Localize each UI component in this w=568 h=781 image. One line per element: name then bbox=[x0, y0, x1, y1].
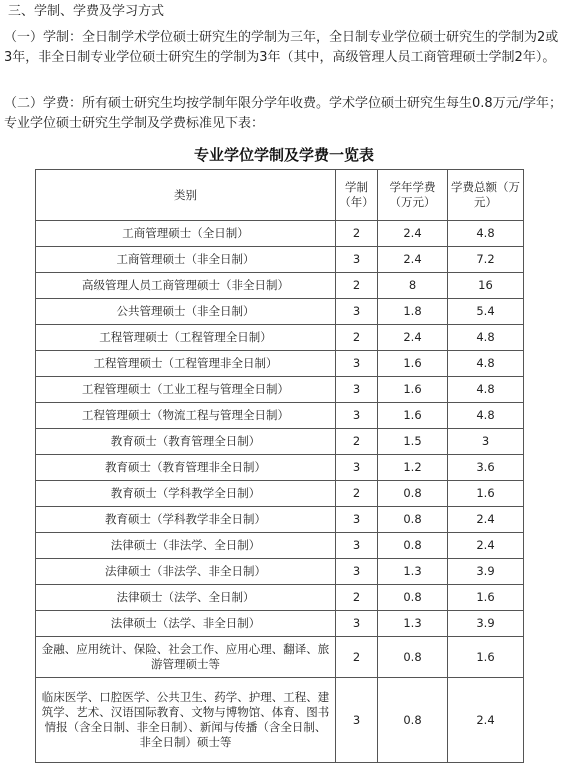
cell-category: 临床医学、口腔医学、公共卫生、药学、护理、工程、建筑学、艺术、汉语国际教育、文物与博物馆、体育、图书情报（含全日制、非全日制）、新闻与传播（含全日制、非全日制）硕士等 bbox=[36, 678, 336, 763]
cell-total-fee: 4.8 bbox=[448, 351, 524, 377]
cell-annual-fee: 0.8 bbox=[378, 533, 448, 559]
cell-annual-fee: 1.5 bbox=[378, 429, 448, 455]
cell-duration: 3 bbox=[336, 678, 378, 763]
cell-annual-fee: 8 bbox=[378, 273, 448, 299]
cell-duration: 3 bbox=[336, 299, 378, 325]
cell-annual-fee: 1.6 bbox=[378, 403, 448, 429]
cell-duration: 3 bbox=[336, 247, 378, 273]
cell-category: 金融、应用统计、保险、社会工作、应用心理、翻译、旅游管理硕士等 bbox=[36, 637, 336, 678]
cell-category: 法律硕士（非法学、非全日制） bbox=[36, 559, 336, 585]
cell-category: 法律硕士（法学、全日制） bbox=[36, 585, 336, 611]
cell-annual-fee: 0.8 bbox=[378, 637, 448, 678]
cell-category: 教育硕士（学科教学非全日制） bbox=[36, 507, 336, 533]
cell-annual-fee: 1.8 bbox=[378, 299, 448, 325]
cell-duration: 2 bbox=[336, 481, 378, 507]
cell-annual-fee: 1.3 bbox=[378, 559, 448, 585]
cell-duration: 3 bbox=[336, 611, 378, 637]
table-body bbox=[36, 221, 524, 763]
table-title: 专业学位学制及学费一览表 bbox=[193, 146, 374, 164]
cell-duration: 3 bbox=[336, 559, 378, 585]
table-row bbox=[36, 611, 524, 637]
cell-category: 公共管理硕士（非全日制） bbox=[36, 299, 336, 325]
tuition-table bbox=[35, 169, 524, 763]
cell-category: 工商管理硕士（非全日制） bbox=[36, 247, 336, 273]
table-row bbox=[36, 559, 524, 585]
cell-annual-fee: 1.6 bbox=[378, 351, 448, 377]
header-total-fee: 学费总额（万元） bbox=[448, 170, 524, 221]
cell-total-fee: 1.6 bbox=[448, 585, 524, 611]
cell-duration: 2 bbox=[336, 221, 378, 247]
cell-category: 工程管理硕士（物流工程与管理全日制） bbox=[36, 403, 336, 429]
table-row bbox=[36, 403, 524, 429]
cell-duration: 2 bbox=[336, 429, 378, 455]
table-header-row bbox=[36, 170, 524, 221]
cell-total-fee: 3 bbox=[448, 429, 524, 455]
cell-category: 工商管理硕士（全日制） bbox=[36, 221, 336, 247]
cell-total-fee: 4.8 bbox=[448, 325, 524, 351]
table-row bbox=[36, 481, 524, 507]
table-row bbox=[36, 678, 524, 763]
cell-duration: 2 bbox=[336, 325, 378, 351]
cell-annual-fee: 2.4 bbox=[378, 221, 448, 247]
cell-total-fee: 2.4 bbox=[448, 533, 524, 559]
cell-total-fee: 4.8 bbox=[448, 221, 524, 247]
cell-annual-fee: 2.4 bbox=[378, 247, 448, 273]
table-row bbox=[36, 273, 524, 299]
cell-category: 工程管理硕士（工业工程与管理全日制） bbox=[36, 377, 336, 403]
cell-annual-fee: 0.8 bbox=[378, 585, 448, 611]
cell-category: 工程管理硕士（工程管理全日制） bbox=[36, 325, 336, 351]
cell-annual-fee: 0.8 bbox=[378, 678, 448, 763]
header-duration: 学制（年） bbox=[336, 170, 378, 221]
cell-annual-fee: 2.4 bbox=[378, 325, 448, 351]
cell-total-fee: 2.4 bbox=[448, 678, 524, 763]
cell-total-fee: 3.9 bbox=[448, 559, 524, 585]
table-row bbox=[36, 637, 524, 678]
cell-duration: 3 bbox=[336, 403, 378, 429]
cell-total-fee: 5.4 bbox=[448, 299, 524, 325]
cell-total-fee: 3.9 bbox=[448, 611, 524, 637]
cell-duration: 3 bbox=[336, 507, 378, 533]
cell-category: 法律硕士（非法学、全日制） bbox=[36, 533, 336, 559]
cell-duration: 3 bbox=[336, 455, 378, 481]
table-row bbox=[36, 247, 524, 273]
cell-annual-fee: 0.8 bbox=[378, 507, 448, 533]
cell-duration: 3 bbox=[336, 533, 378, 559]
table-row bbox=[36, 507, 524, 533]
cell-category: 教育硕士（学科教学全日制） bbox=[36, 481, 336, 507]
cell-total-fee: 1.6 bbox=[448, 481, 524, 507]
table-row bbox=[36, 585, 524, 611]
section-heading: 三、学制、学费及学习方式 bbox=[8, 4, 165, 19]
table-row bbox=[36, 533, 524, 559]
cell-total-fee: 3.6 bbox=[448, 455, 524, 481]
cell-total-fee: 2.4 bbox=[448, 507, 524, 533]
cell-duration: 2 bbox=[336, 585, 378, 611]
cell-annual-fee: 0.8 bbox=[378, 481, 448, 507]
table-row bbox=[36, 377, 524, 403]
cell-annual-fee: 1.6 bbox=[378, 377, 448, 403]
cell-total-fee: 4.8 bbox=[448, 377, 524, 403]
cell-duration: 3 bbox=[336, 377, 378, 403]
tuition-paragraph: （二）学费：所有硕士研究生均按学制年限分学年收费。学术学位硕士研究生每生0.8万元/学年；专业学位硕士研究生学制及学费标准见下表： bbox=[4, 96, 563, 131]
cell-annual-fee: 1.2 bbox=[378, 455, 448, 481]
duration-paragraph: （一）学制：全日制学术学位硕士研究生的学制为三年，全日制专业学位硕士研究生的学制为2或3年，非全日制专业学位硕士研究生的学制为3年（其中，高级管理人员工商管理硕士学制2年）。 bbox=[4, 30, 559, 65]
table-row bbox=[36, 299, 524, 325]
cell-total-fee: 1.6 bbox=[448, 637, 524, 678]
header-category: 类别 bbox=[36, 170, 336, 221]
table-row bbox=[36, 429, 524, 455]
cell-category: 高级管理人员工商管理硕士（非全日制） bbox=[36, 273, 336, 299]
cell-duration: 2 bbox=[336, 637, 378, 678]
cell-annual-fee: 1.3 bbox=[378, 611, 448, 637]
table-row bbox=[36, 325, 524, 351]
cell-category: 教育硕士（教育管理全日制） bbox=[36, 429, 336, 455]
table-row bbox=[36, 351, 524, 377]
table-row bbox=[36, 221, 524, 247]
cell-total-fee: 4.8 bbox=[448, 403, 524, 429]
cell-total-fee: 7.2 bbox=[448, 247, 524, 273]
table-row bbox=[36, 455, 524, 481]
cell-category: 工程管理硕士（工程管理非全日制） bbox=[36, 351, 336, 377]
cell-total-fee: 16 bbox=[448, 273, 524, 299]
cell-duration: 2 bbox=[336, 273, 378, 299]
cell-category: 教育硕士（教育管理非全日制） bbox=[36, 455, 336, 481]
cell-duration: 3 bbox=[336, 351, 378, 377]
header-annual-fee: 学年学费（万元） bbox=[378, 170, 448, 221]
cell-category: 法律硕士（法学、非全日制） bbox=[36, 611, 336, 637]
